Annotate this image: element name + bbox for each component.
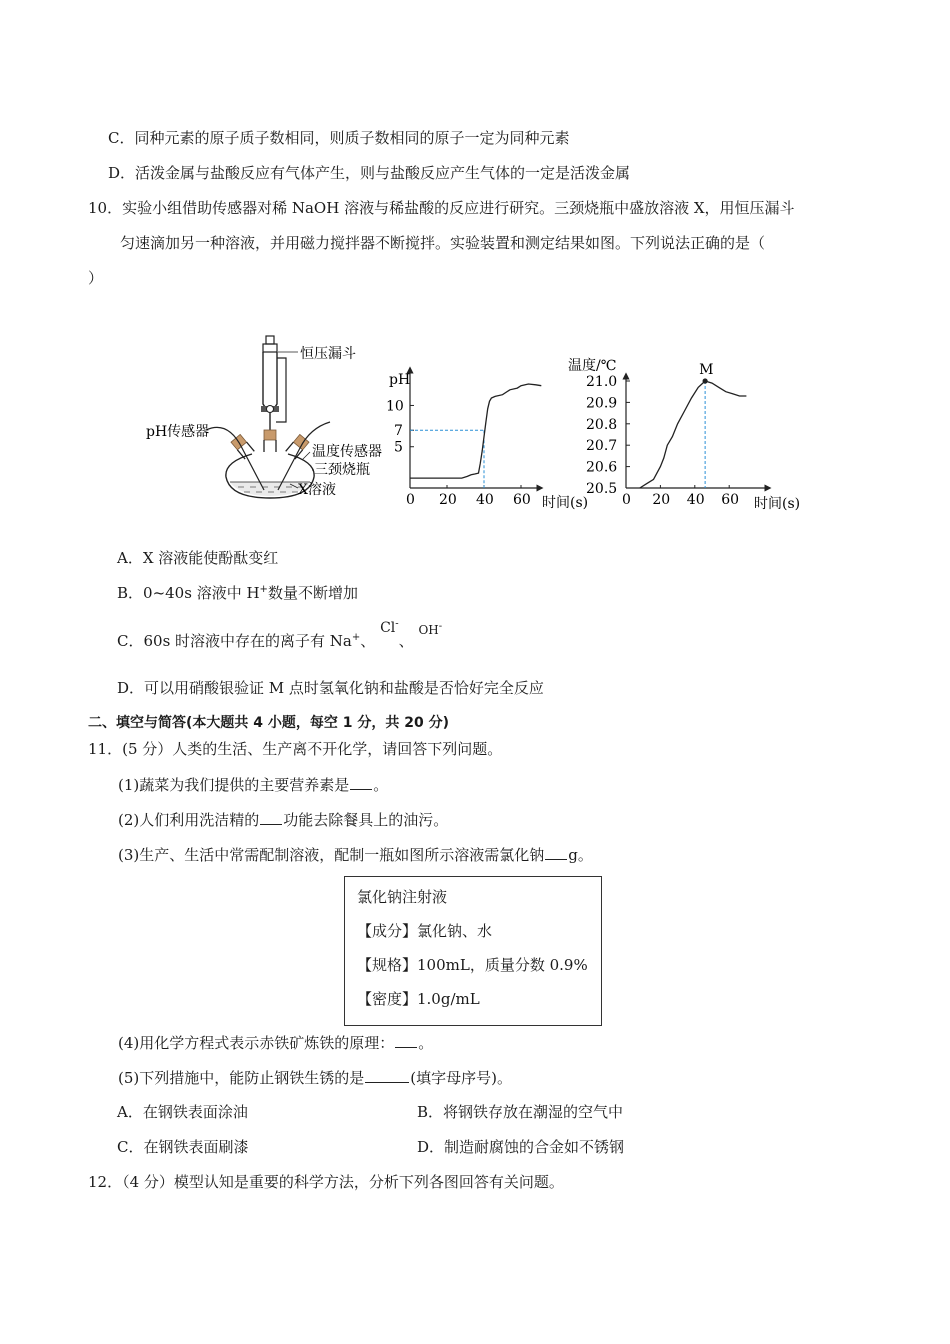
saline-label-box: [344, 876, 602, 1026]
q10-option-d: D．可以用硝酸银验证 M 点时氢氧化钠和盐酸是否恰好完全反应: [117, 679, 544, 697]
apparatus-diagram: [140, 330, 400, 505]
q10-option-b: B．0~40s 溶液中 H+数量不断增加: [117, 584, 358, 602]
q11-part5: (5)下列措施中，能防止钢铁生锈的是 (填字母序号)。: [118, 1069, 512, 1087]
q11-blank-5[interactable]: [365, 1067, 409, 1083]
temp-y-tick-label: 20.7: [586, 438, 618, 455]
label-flask: 三颈烧瓶: [314, 462, 370, 478]
label-funnel: 恒压漏斗: [300, 346, 356, 362]
ph-y-tick-label: 5: [394, 439, 403, 456]
temp-x-tick-label: 0: [622, 492, 631, 508]
q11-option-a: A．在钢铁表面涂油: [117, 1103, 248, 1121]
ph-x-tick-label: 60: [513, 492, 531, 508]
ph-series-line: [410, 384, 541, 478]
temp-y-tick-label: 20.8: [586, 416, 618, 433]
ph-y-tick-label: 7: [394, 423, 403, 440]
ph-x-tick-label: 40: [476, 492, 494, 508]
label-temp-sensor: 温度传感器: [312, 444, 382, 460]
q11-part3: (3)生产、生活中常需配制溶液，配制一瓶如图所示溶液需氯化钠 g。: [118, 846, 593, 864]
saline-label-ingredients: 【成分】氯化钠、水: [357, 922, 493, 940]
saline-label-title: 氯化钠注射液: [357, 888, 448, 906]
ph-x-axis-label: 时间(s): [542, 495, 589, 511]
temp-y-tick-label: 20.6: [586, 459, 618, 476]
q11-option-d: D．制造耐腐蚀的合金如不锈钢: [417, 1138, 625, 1156]
ph-axis-label: pH: [389, 372, 411, 388]
q11-blank-1[interactable]: [350, 774, 372, 790]
temperature-chart: [560, 350, 810, 520]
temp-series-line: [640, 381, 747, 488]
ion-chloride: Cl-: [380, 618, 399, 636]
q10-option-c: C．60s 时溶液中存在的离子有 Na+、 Cl-、 $^{OH^-}$: [117, 618, 443, 650]
temp-x-tick-label: 40: [686, 492, 705, 508]
temp-x-axis-label: 时间(s): [754, 496, 801, 512]
q10-stem-line2: 匀速滴加另一种溶液，并用磁力搅拌器不断搅拌。实验装置和测定结果如图。下列说法正确的是（: [120, 234, 766, 252]
q11-option-b: B．将钢铁存放在潮湿的空气中: [417, 1103, 624, 1121]
temp-y-tick-label: 20.9: [586, 395, 618, 412]
q11-blank-3[interactable]: [545, 844, 567, 860]
q10-stem-line3: ）: [88, 269, 104, 287]
temp-x-tick-label: 20: [652, 492, 671, 508]
label-ph-sensor: pH传感器: [146, 424, 210, 440]
q11-part1: (1)蔬菜为我们提供的主要营养素是 。: [118, 776, 389, 794]
q11-blank-4[interactable]: [395, 1032, 417, 1048]
q11-part4: (4)用化学方程式表示赤铁矿炼铁的原理： 。: [118, 1034, 434, 1052]
q12-stem: 12．（4 分）模型认知是重要的科学方法，分析下列各图回答有关问题。: [88, 1173, 564, 1191]
label-solution: X溶液: [298, 482, 336, 498]
q9-option-c: C．同种元素的原子质子数相同，则质子数相同的原子一定为同种元素: [108, 129, 570, 147]
temp-y-tick-label: 21.0: [586, 374, 618, 390]
point-m: [703, 378, 708, 383]
saline-label-density: 【密度】1.0g/mL: [357, 990, 480, 1008]
section-2-header: 二、填空与简答(本大题共 4 小题，每空 1 分，共 20 分): [88, 715, 450, 731]
q11-blank-2[interactable]: [260, 809, 282, 825]
q11-stem: 11．(5 分）人类的生活、生产离不开化学，请回答下列问题。: [88, 740, 503, 758]
ion-hydroxide: OH-: [418, 621, 443, 637]
q11-option-c: C．在钢铁表面刷漆: [117, 1138, 249, 1156]
temp-axis-label: 温度/℃: [568, 358, 617, 374]
temp-x-tick-label: 60: [721, 492, 740, 508]
ph-x-tick-label: 0: [406, 492, 415, 508]
q10-option-a: A．X 溶液能使酚酞变红: [117, 549, 279, 567]
point-m-label: M: [699, 362, 714, 378]
ph-y-tick-label: 10: [386, 398, 404, 415]
q10-stem-line1: 10．实验小组借助传感器对稀 NaOH 溶液与稀盐酸的反应进行研究。三颈烧瓶中盛放溶液 X，用恒压漏斗: [88, 199, 795, 217]
saline-label-spec: 【规格】100mL，质量分数 0.9%: [357, 956, 588, 974]
q9-option-d: D．活泼金属与盐酸反应有气体产生，则与盐酸反应产生气体的一定是活泼金属: [108, 164, 631, 182]
temp-y-tick-label: 20.5: [586, 481, 618, 497]
ph-x-tick-label: 20: [439, 492, 457, 508]
q11-part2: (2)人们利用洗洁精的 功能去除餐具上的油污。: [118, 811, 449, 829]
